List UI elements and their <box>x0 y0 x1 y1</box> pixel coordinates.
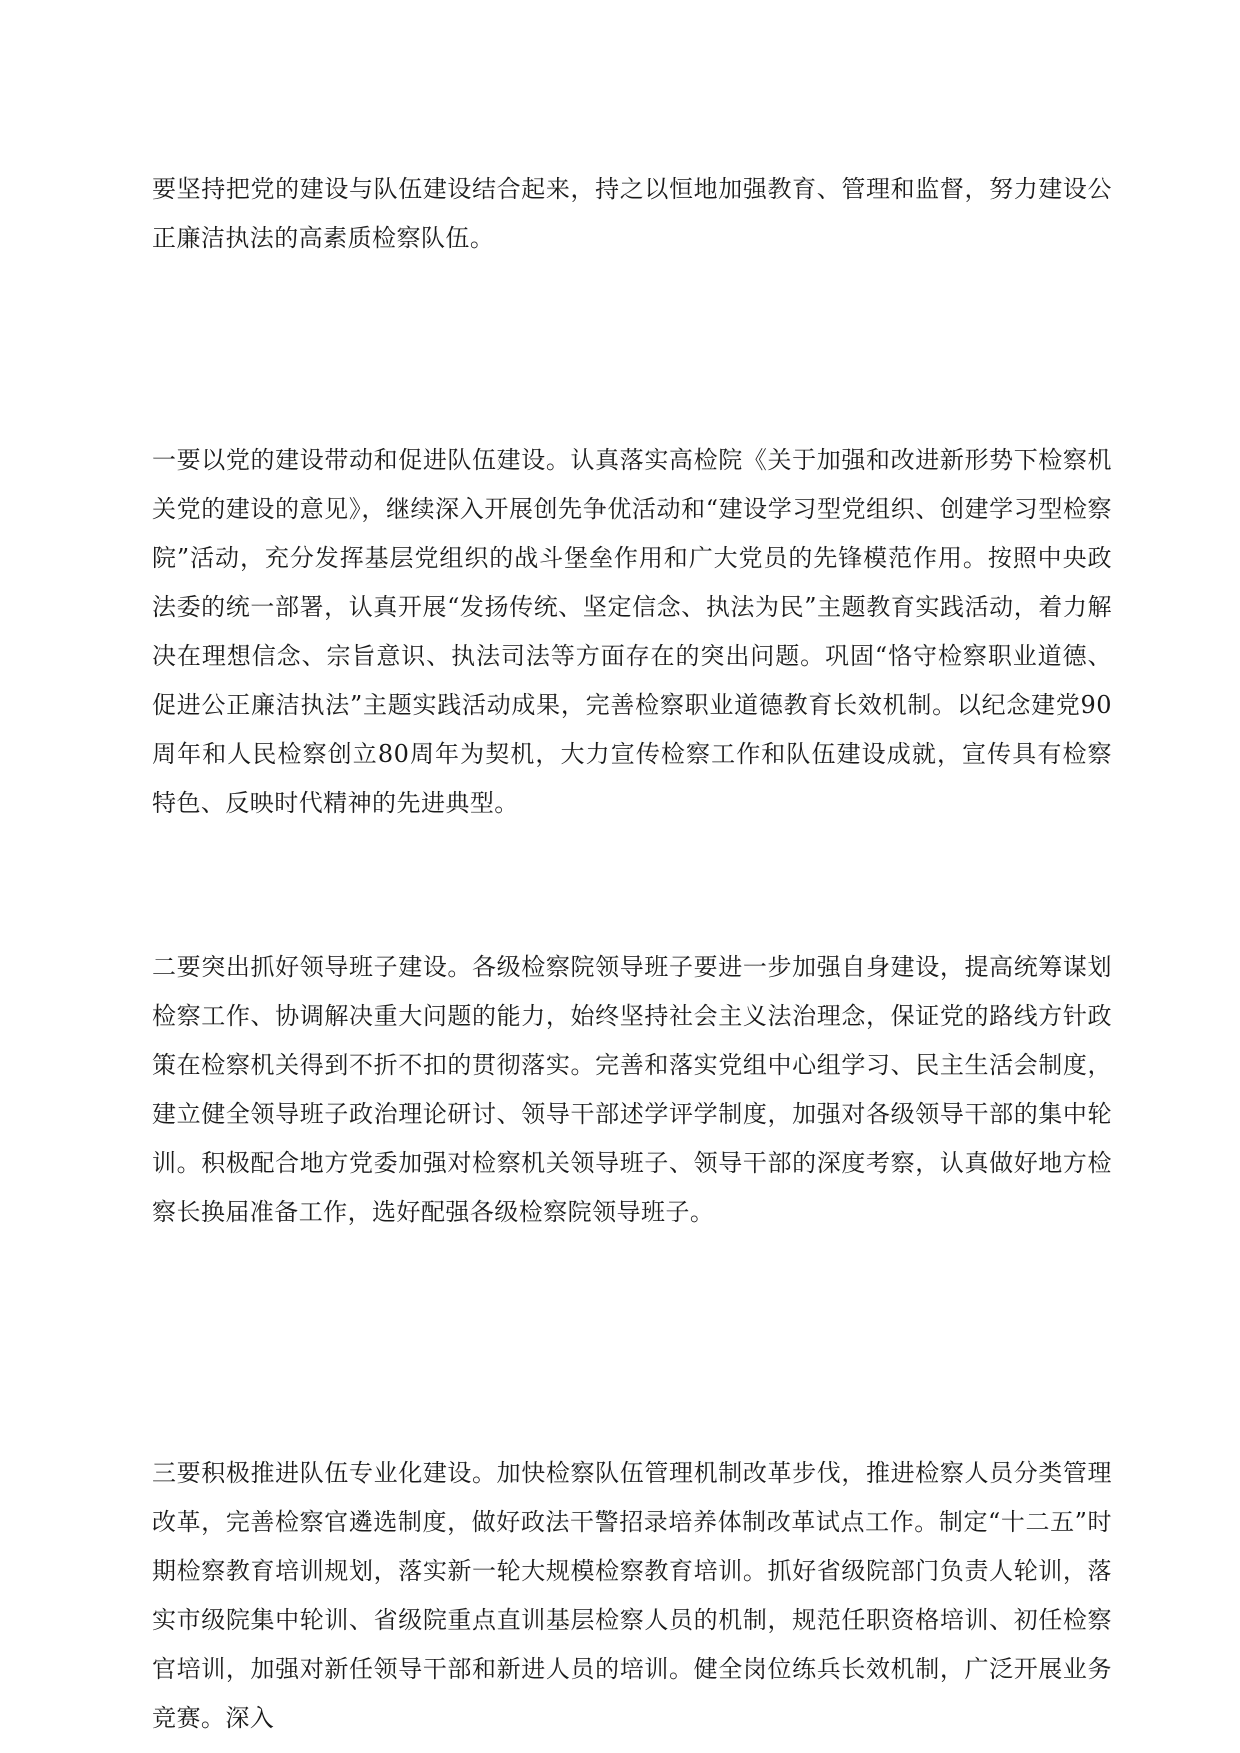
paragraph-professionalization: 三要积极推进队伍专业化建设。加快检察队伍管理机制改革步伐，推进检察人员分类管理改革，完善检察官遴选制度，做好政法干警招录培养体制改革试点工作。制定“十二五”时期检察教育培训规划，落实新一轮大规模检察教育培训。抓好省级院部门负责人轮训，落实市级院集中轮训、省级院重点直训基层检察人员的机制，规范任职资格培训、初任检察官培训，加强对新任领导干部和新进人员的培训。健全岗位练兵长效机制，广泛开展业务竞赛。深入 <box>152 1459 1112 1732</box>
paragraph-intro: 要坚持把党的建设与队伍建设结合起来，持之以恒地加强教育、管理和监督，努力建设公正廉洁执法的高素质检察队伍。 <box>152 175 1112 252</box>
paragraph-party-building: 一要以党的建设带动和促进队伍建设。认真落实高检院《关于加强和改进新形势下检察机关党的建设的意见》，继续深入开展创先争优活动和“建设学习型党组织、创建学习型检察院”活动，充分发挥基层党组织的战斗堡垒作用和广大党员的先锋模范作用。按照中央政法委的统一部署，认真开展“发扬传统、坚定信念、执法为民”主题教育实践活动，着力解决在理想信念、宗旨意识、执法司法等方面存在的突出问题。巩固“恪守检察职业道德、促进公正廉洁执法”主题实践活动成果，完善检察职业道德教育长效机制。以纪念建党90周年和人民检察创立80周年为契机，大力宣传检察工作和队伍建设成就，宣传具有检察特色、反映时代精神的先进典型。 <box>152 446 1112 817</box>
paragraph-leadership: 二要突出抓好领导班子建设。各级检察院领导班子要进一步加强自身建设，提高统筹谋划检察工作、协调解决重大问题的能力，始终坚持社会主义法治理念，保证党的路线方针政策在检察机关得到不折不扣的贯彻落实。完善和落实党组中心组学习、民主生活会制度，建立健全领导班子政治理论研讨、领导干部述学评学制度，加强对各级领导干部的集中轮训。积极配合地方党委加强对检察机关领导班子、领导干部的深度考察，认真做好地方检察长换届准备工作，选好配强各级检察院领导班子。 <box>152 953 1112 1226</box>
